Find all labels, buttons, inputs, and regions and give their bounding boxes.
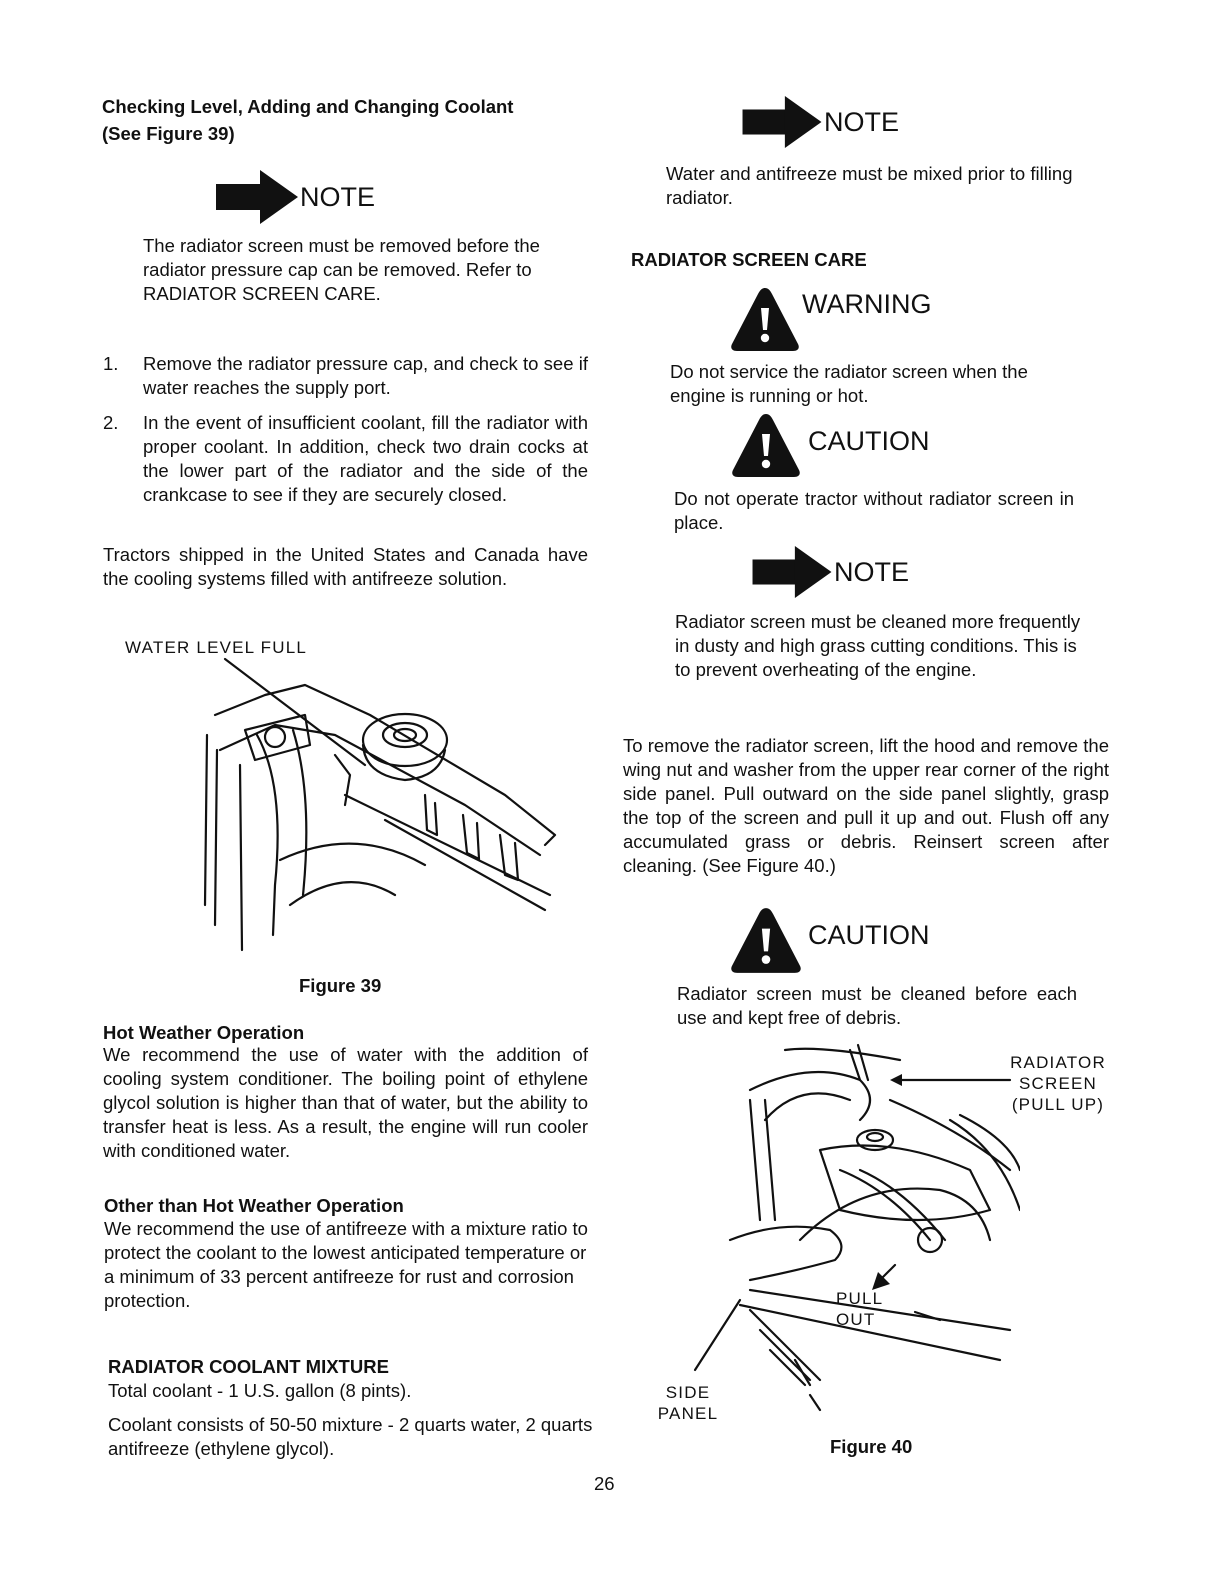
warning-triangle-icon (730, 906, 802, 974)
step-text: In the event of insufficient coolant, fill the radiator with proper coolant. In addition, check two drain cocks at the lower part of the radiator and the side of the crankcase to see if they are securely closed. (143, 412, 588, 505)
right-arrow-icon (742, 96, 822, 148)
figure-40-caption: Figure 40 (830, 1436, 913, 1457)
screen-care-title: RADIATOR SCREEN CARE (631, 249, 867, 270)
note-3-text: Radiator screen must be cleaned more frequently in dusty and high grass cutting conditions. This is to prevent overheating of the engine. (675, 611, 1081, 680)
coolant-mixture-line2: Coolant consists of 50-50 mixture - 2 quarts water, 2 quarts antifreeze (ethylene glycol). (108, 1414, 593, 1459)
pull-out-label (836, 1288, 883, 1330)
pull-out-label-line2: OUT (836, 1310, 876, 1329)
radiator-screen-label (1003, 1052, 1113, 1115)
figure-39-illustration (195, 655, 575, 955)
water-level-label: WATER LEVEL FULL (125, 638, 308, 657)
caution-2-text: Radiator screen must be cleaned before each use and kept free of debris. (677, 983, 1077, 1028)
figure-39-caption: Figure 39 (299, 975, 382, 996)
caution-label: CAUTION (808, 425, 930, 456)
note-1-text: The radiator screen must be removed before the radiator pressure cap can be removed. Refer to RADIATOR SCREEN CARE. (143, 235, 540, 304)
note-heading-1 (216, 170, 375, 224)
section-title-line2: (See Figure 39) (102, 123, 235, 144)
warning-triangle-icon (730, 412, 802, 478)
remove-screen-paragraph: To remove the radiator screen, lift the hood and remove the wing nut and washer from the upper rear corner of the right side panel. Pull outward on the side panel slightly, grasp the top of the screen and pull it up and out. Flush off any accumulated grass or debris. Reinsert screen after cleaning. (See Figure 40.) (623, 735, 1109, 876)
note-label: NOTE (824, 106, 900, 137)
side-panel-label-line2: PANEL (657, 1404, 719, 1423)
page-number: 26 (594, 1473, 615, 1494)
warning-heading (730, 286, 932, 352)
step-text: Remove the radiator pressure cap, and check to see if water reaches the supply port. (143, 353, 588, 398)
caution-heading-2 (730, 906, 930, 974)
warning-text: Do not service the radiator screen when the engine is running or hot. (670, 361, 1028, 406)
figure-40-illustration (690, 1040, 1020, 1420)
caution-heading-1 (730, 412, 930, 478)
right-arrow-icon (216, 170, 298, 224)
radiator-screen-label-line2: SCREEN (1018, 1074, 1098, 1093)
warning-triangle-icon (730, 286, 800, 352)
shipped-paragraph: Tractors shipped in the United States and Canada have the cooling systems filled with antifreeze solution. (103, 544, 588, 589)
note-label: NOTE (834, 556, 910, 587)
other-weather-title: Other than Hot Weather Operation (104, 1195, 404, 1216)
hot-weather-text: We recommend the use of water with the addition of cooling system conditioner. The boiling point of ethylene glycol solution is higher than that of water, but the ability to transfer heat is less. As a result, the engine will run cooler with conditioned water. (103, 1044, 588, 1161)
coolant-mixture-title: RADIATOR COOLANT MIXTURE (108, 1356, 389, 1377)
pull-out-label-line1: PULL (836, 1289, 884, 1308)
note-label: NOTE (300, 181, 376, 212)
list-item (103, 411, 588, 507)
other-weather-text: We recommend the use of antifreeze with a mixture ratio to protect the coolant to the lowest anticipated temperature or a minimum of 33 percent antifreeze for rust and corrosion protection. (104, 1218, 588, 1311)
step-number: 1. (103, 353, 119, 374)
coolant-mixture-line1: Total coolant - 1 U.S. gallon (8 pints). (108, 1380, 412, 1401)
note-heading-3 (752, 546, 909, 598)
step-number: 2. (103, 412, 119, 433)
list-item (103, 352, 588, 400)
hot-weather-title: Hot Weather Operation (103, 1022, 305, 1043)
caution-1-text: Do not operate tractor without radiator screen in place. (674, 488, 1074, 533)
steps-list (103, 352, 588, 518)
right-arrow-icon (752, 546, 832, 598)
note-heading-2 (742, 96, 899, 148)
side-panel-label (656, 1382, 720, 1424)
side-panel-label-line1: SIDE (665, 1383, 711, 1402)
caution-label: CAUTION (808, 919, 930, 950)
section-title (102, 93, 602, 147)
warning-label: WARNING (802, 288, 932, 319)
note-2-text: Water and antifreeze must be mixed prior to filling radiator. (666, 163, 1073, 208)
radiator-screen-label-line1: RADIATOR (1010, 1053, 1106, 1072)
section-title-line1: Checking Level, Adding and Changing Coolant (102, 96, 514, 117)
radiator-screen-label-line3: (PULL UP) (1011, 1095, 1105, 1114)
